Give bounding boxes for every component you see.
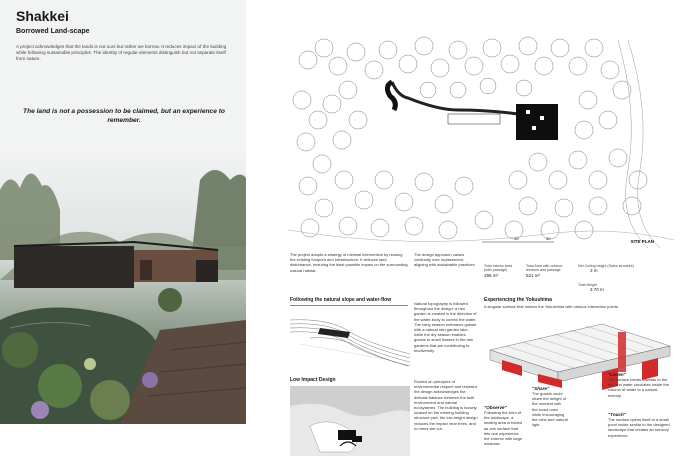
site-plan-drawing (288, 30, 674, 248)
strategy-text: The project adopts a strategy of minimal intervention by reusing the existing footprint and infrastructure. It reduces land disturbance, ensuring the least possible impact on the surrounding natural habitat. (290, 252, 408, 273)
low-impact-text: Rooted on principles of environmental respect and restraint, the design acknowledges the delicate balance between the built environment and natural ecosystems. The building is loosely located on the existing building structure part, the low-height design reduces the impact near trees, and no trees are cut. (414, 379, 478, 431)
touch-callout: "Touch" The surface opens itself to a small pond inside similar to the designed landscape that creates an sensory experience. (608, 412, 670, 438)
slope-text: Natural topography is followed throughout the design: a rain garden is created in the direction of the water-body to control the water. The rainy season embraces guests with a natural rain garden lake, while the dry season enables guests to smell flowers in the rain gardens that are contributing to biodiversity. (414, 301, 477, 353)
share-callout: "Share" The guests could share the delight of the moment with the loved ones while encouraging the view and natural light. (532, 386, 568, 428)
stat-outdoor: Total Area with outdoor terraces and passage 521 m² (526, 264, 563, 278)
observe-callout: "Observe" Following the form of the landscape, a seating area is folded as one surface that lets one experience the exterior with large windows. (484, 405, 523, 447)
divider (290, 305, 408, 306)
low-impact-drawing (290, 386, 410, 456)
stat-interior: Total Interior Area (with passage) 296 m² (484, 264, 513, 278)
approach-text: The design approach values continuity over replacement, aligning with sustainable practices. (414, 252, 476, 268)
slope-section-drawing (290, 308, 410, 368)
rendering-image (0, 150, 246, 424)
low-impact-heading: Low Impact Design (290, 377, 336, 383)
yokushima-subtext: A singular surface that mimics the Yokushima with various interaction points. (484, 304, 619, 309)
scale-label-50: 50 (546, 236, 551, 241)
slope-heading: Following the natural slope and water-flow (290, 297, 392, 303)
intro-text: A project acknowledges that the lands is not ours but rather we borrow. It reduces impact of the building while following sustainable principles. The identity of regular elements distinguish but not separate itself from nature. (16, 44, 227, 61)
listen-callout: "Listen" The surface bends towards to the sky and water circulates inside the column of water to a natural melody. (608, 372, 669, 398)
stat-ceiling: Net Ceiling height (Salon structure) 3 m (578, 264, 634, 274)
quote-text: The land is not a possession to be claimed, but an experience to remember. (23, 108, 225, 124)
concept-panel (0, 0, 246, 424)
scale-label-10: 10 (514, 236, 519, 241)
stat-height: Total Height 3.70 m (578, 283, 604, 293)
yokushima-heading: Experiencing the Yokushima (484, 297, 552, 303)
project-title: Shakkei (16, 8, 69, 24)
site-plan-label: SITE PLAN (630, 239, 654, 244)
project-subtitle: Borrowed Land-scape (16, 28, 90, 35)
